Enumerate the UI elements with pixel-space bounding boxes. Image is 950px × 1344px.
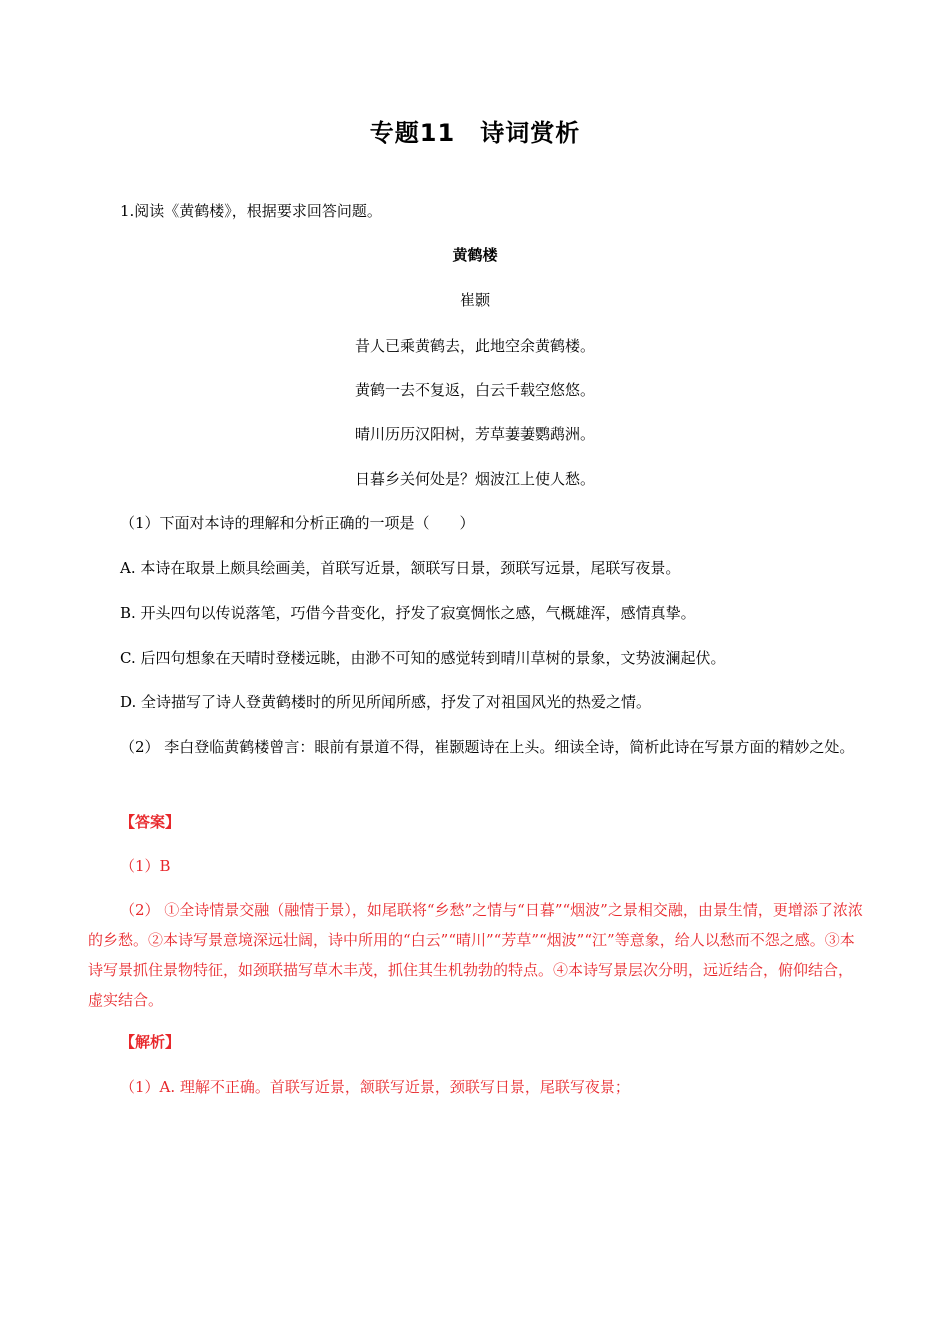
sub-question-1: （1）下面对本诗的理解和分析正确的一项是（ ） xyxy=(120,514,475,532)
poem-line: 晴川历历汉阳树，芳草萋萋鹦鹉洲。 xyxy=(354,425,595,443)
poem-line: 昔人已乘黄鹤去，此地空余黄鹤楼。 xyxy=(354,337,595,355)
answer-2: （2） ①全诗情景交融（融情于景），如尾联将“乡愁”之情与“日暮”“烟波”之景相交融，由景生情，更增添了浓浓的乡愁。②本诗写景意境深远壮阔，诗中所用的“白云”“晴川”“芳草”“烟波”“江”等意象，给人以愁而不怨之感。③本诗写景抓住景物特征，如颈联描写草木丰茂，抓住其生机勃勃的特点。④本诗写景层次分明，远近结合，俯仰结合，虚实结合。 xyxy=(88,901,863,1009)
poem-line: 黄鹤一去不复返，白云千载空悠悠。 xyxy=(354,381,595,399)
option-b: B. 开头四句以传说落笔，巧借今昔变化，抒发了寂寞惆怅之感，气概雄浑，感情真挚。 xyxy=(120,604,696,622)
sub-question-2: （2） 李白登临黄鹤楼曾言：眼前有景道不得，崔颢题诗在上头。细读全诗，简析此诗在写景方面的精妙之处。 xyxy=(120,738,855,756)
question-intro: 1.阅读《黄鹤楼》，根据要求回答问题。 xyxy=(120,202,382,220)
poem-line: 日暮乡关何处是？烟波江上使人愁。 xyxy=(354,470,595,488)
analysis-1: （1）A. 理解不正确。首联写近景，颔联写近景，颈联写日景，尾联写夜景； xyxy=(120,1078,630,1096)
poem-author: 崔颢 xyxy=(459,291,490,309)
analysis-tag: 【解析】 xyxy=(120,1033,181,1051)
page-title: 专题11 诗词赏析 xyxy=(369,119,581,147)
option-c: C. 后四句想象在天晴时登楼远眺，由渺不可知的感觉转到晴川草树的景象，文势波澜起伏。 xyxy=(120,649,726,667)
poem-title: 黄鹤楼 xyxy=(452,246,498,264)
answer-1: （1）B xyxy=(120,857,171,875)
answer-tag: 【答案】 xyxy=(120,813,181,831)
option-d: D. 全诗描写了诗人登黄鹤楼时的所见所闻所感，抒发了对祖国风光的热爱之情。 xyxy=(120,693,652,711)
option-a: A. 本诗在取景上颇具绘画美，首联写近景，颔联写日景，颈联写远景，尾联写夜景。 xyxy=(120,559,681,577)
